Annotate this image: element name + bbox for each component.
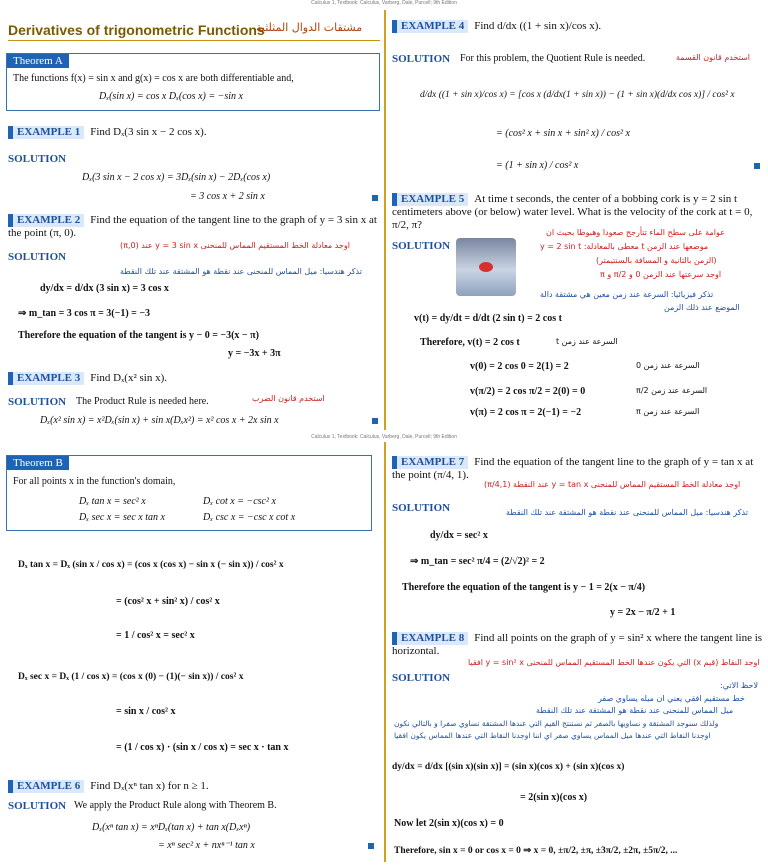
example-2-arabic-2: تذكر هندسيا: ميل المماس للمنحنى عند نقطة هو المشتقة عند تلك النقطة (120, 267, 362, 276)
example-8-tag: EXAMPLE 8 (392, 632, 468, 645)
example-3-note: The Product Rule is needed here. (76, 396, 209, 407)
example-2-heading (8, 214, 380, 240)
tan-derivation-line-3: = 1 / cos² x = sec² x (116, 630, 195, 641)
example-8-arabic-1: اوجد النقاط (قيم x) التي يكون عندها الخط المستقيم المماس للمنحنى y = sin² x افقيا (468, 658, 760, 667)
example-4-line-3: = (1 + sin x) / cos² x (496, 160, 579, 171)
page-title-arabic: مشتقات الدوال المثلثية (256, 21, 363, 34)
theorem-a-text: The functions f(x) = sin x and g(x) = cos x are both differentiable and, (13, 73, 294, 84)
example-5-arabic-3: (الزمن بالثانية و المسافة بالسنتيمتر) (596, 256, 717, 265)
example-2-line-4: y = −3x + 3π (228, 348, 281, 359)
example-7-line-3: Therefore the equation of the tangent is y − 1 = 2(x − π/4) (402, 582, 646, 593)
example-5-arabic-4: اوجد سرعتها عند الزمن 0 و π/2 و π (600, 270, 722, 279)
example-6-line-1: Dₓ(xⁿ tan x) = xⁿDₓ(tan x) + tan x(Dₓxⁿ) (92, 822, 251, 833)
example-7-prompt: Find the equation of the tangent line to the graph of y = tan x at the point (π/4, 1). (392, 456, 754, 481)
theorem-b-box (6, 455, 372, 531)
example-3-heading (8, 372, 167, 385)
tan-derivation-line-1: Dₓ tan x = Dₓ (sin x / cos x) = (cos x (cos x) − sin x (− sin x)) / cos² x (18, 560, 284, 570)
example-2-arabic-1: اوجد معادلة الخط المستقيم المماس للمنحنى y = 3 sin x عند (π,0) (120, 241, 350, 250)
example-6-prompt: Find Dₓ(xⁿ tan x) for n ≥ 1. (90, 780, 209, 792)
example-1-line-1: Dₓ(3 sin x − 2 cos x) = 3Dₓ(sin x) − 2Dₓ(cos x) (82, 172, 271, 183)
end-of-example-marker (372, 418, 378, 424)
example-1-heading (8, 126, 207, 139)
example-2-line-3: Therefore the equation of the tangent is y − 0 = −3(x − π) (18, 330, 259, 341)
example-3-solution-label: SOLUTION (8, 396, 67, 408)
example-4-heading (392, 20, 601, 33)
example-7-line-2: ⇒ m_tan = sec² π/4 = (2/√2)² = 2 (410, 556, 545, 567)
example-5-arabic-5: تذكر فيزيائيا: السرعة عند زمن معين هي مشتقة دالة (540, 290, 714, 299)
example-8-prompt: Find all points on the graph of y = sin² x where the tangent line is horizontal. (392, 632, 763, 657)
example-2-prompt: Find the equation of the tangent line to the graph of y = 3 sin x at the point (π, 0). (8, 214, 377, 239)
example-5-heading (392, 193, 764, 232)
example-3-arabic: استخدم قانون الضرب (252, 394, 325, 403)
example-6-heading (8, 780, 209, 793)
example-5-arabic-7: السرعة عند زمن t (556, 337, 618, 346)
example-8-arabic-5: ولذلك سنوجد المشتقة و نساويها بالصفر ثم نستنتج القيم التي عندها المشتقة تساوي صفرا و بالتالي نكون (394, 719, 719, 728)
example-5-arabic-1: عوامة على سطح الماء تتأرجح صعودا وهبوطا بحيث ان (546, 228, 725, 237)
example-4-line-2: = (cos² x + sin x + sin² x) / cos² x (496, 128, 630, 139)
theorem-a-box (6, 53, 380, 111)
theorem-b-tan: Dₓ tan x = sec² x (79, 496, 146, 507)
example-8-arabic-4: ميل المماس للمنحنى عند نقطة هو المشتقة عند تلك النقطة (536, 706, 734, 715)
example-5-arabic-6: الموضع عند ذلك الزمن (664, 303, 740, 312)
example-5-solution-label: SOLUTION (392, 240, 451, 252)
example-3-line-1: Dₓ(x² sin x) = x²Dₓ(sin x) + sin x(Dₓx²) = x² cos x + 2x sin x (40, 415, 279, 426)
example-4-arabic: استخدم قانون القسمة (676, 53, 750, 62)
theorem-b-label: Theorem B (7, 456, 69, 470)
bobbing-cork-image (456, 238, 516, 296)
end-of-example-marker (754, 163, 760, 169)
page-header-top: Calculus 1, Textbook: Calculus, Varberg, Dale, Purcell; 9th Edition (311, 0, 457, 6)
example-8-line-1: dy/dx = d/dx [(sin x)(sin x)] = (sin x)(cos x) + (sin x)(cos x) (392, 762, 625, 772)
example-5-tag: EXAMPLE 5 (392, 193, 468, 206)
sec-derivation-line-1: Dₓ sec x = Dₓ (1 / cos x) = (cos x (0) − (1)(− sin x)) / cos² x (18, 672, 244, 682)
example-8-arabic-2: لاحظ الاتي: (720, 681, 759, 690)
example-5-line-3: v(0) = 2 cos 0 = 2(1) = 2 (470, 361, 569, 372)
example-6-solution-label: SOLUTION (8, 800, 67, 812)
example-5-line-4: v(π/2) = 2 cos π/2 = 2(0) = 0 (470, 386, 586, 397)
title-underline (8, 40, 380, 41)
example-6-tag: EXAMPLE 6 (8, 780, 84, 793)
example-2-solution-label: SOLUTION (8, 251, 67, 263)
sec-derivation-line-3: = (1 / cos x) · (sin x / cos x) = sec x · tan x (116, 742, 289, 753)
column-divider-top (384, 10, 386, 430)
page-title: Derivatives of trigonometric Functions (8, 22, 265, 38)
example-5-arabic-2: موضعها عند الزمن t معطى بالمعادلة: y = 2 sin t (540, 242, 709, 251)
example-2-line-2: ⇒ m_tan = 3 cos π = 3(−1) = −3 (18, 308, 151, 319)
example-8-arabic-3: خط مستقيم افقي يعني ان ميله يساوي صفر (598, 694, 745, 703)
example-7-line-4: y = 2x − π/2 + 1 (610, 607, 676, 618)
example-5-arabic-10: السرعة عند زمن π (636, 407, 700, 416)
example-4-note: For this problem, the Quotient Rule is needed. (460, 53, 646, 64)
example-7-solution-label: SOLUTION (392, 502, 451, 514)
example-2-line-1: dy/dx = d/dx (3 sin x) = 3 cos x (40, 283, 169, 294)
example-7-heading (392, 456, 764, 482)
example-1-solution-label: SOLUTION (8, 153, 67, 165)
example-8-heading (392, 632, 764, 658)
column-divider-bottom (384, 442, 386, 862)
theorem-a-formula: Dₓ(sin x) = cos x Dₓ(cos x) = −sin x (99, 91, 243, 102)
example-5-prompt: At time t seconds, the center of a bobbing cork is y = 2 sin t centimeters above (or below) water level. What is the velocity of the cork at t = 0, π/2, π? (392, 193, 753, 231)
page-header-mid: Calculus 1, Textbook: Calculus, Varberg, Dale, Purcell; 9th Edition (311, 434, 457, 440)
example-3-tag: EXAMPLE 3 (8, 372, 84, 385)
example-8-line-2: = 2(sin x)(cos x) (520, 792, 588, 803)
sec-derivation-line-2: = sin x / cos² x (116, 706, 176, 717)
example-6-line-2: = xⁿ sec² x + nxⁿ⁻¹ tan x (158, 840, 255, 851)
theorem-b-cot: Dₓ cot x = −csc² x (203, 496, 276, 507)
example-1-prompt: Find Dₓ(3 sin x − 2 cos x). (90, 126, 207, 138)
example-1-line-2: = 3 cos x + 2 sin x (190, 191, 265, 202)
example-4-line-1: d/dx ((1 + sin x)/cos x) = [cos x (d/dx(1 + sin x)) − (1 + sin x)(d/dx cos x)] / cos² x (420, 90, 735, 100)
example-2-tag: EXAMPLE 2 (8, 214, 84, 227)
example-1-tag: EXAMPLE 1 (8, 126, 84, 139)
example-8-line-4: Therefore, sin x = 0 or cos x = 0 ⇒ x = 0, ±π/2, ±π, ±3π/2, ±2π, ±5π/2, ... (394, 846, 678, 856)
example-7-tag: EXAMPLE 7 (392, 456, 468, 469)
example-7-line-1: dy/dx = sec² x (430, 530, 488, 541)
end-of-example-marker (368, 843, 374, 849)
example-5-line-1: v(t) = dy/dt = d/dt (2 sin t) = 2 cos t (414, 313, 562, 324)
example-5-arabic-8: السرعة عند زمن 0 (636, 361, 700, 370)
theorem-b-text: For all points x in the function's domain, (13, 476, 176, 487)
example-4-tag: EXAMPLE 4 (392, 20, 468, 33)
example-7-arabic-2: تذكر هندسيا: ميل المماس للمنحنى عند نقطة هو المشتقة عند تلك النقطة (506, 508, 748, 517)
example-8-line-3: Now let 2(sin x)(cos x) = 0 (394, 818, 504, 829)
example-3-prompt: Find Dₓ(x² sin x). (90, 372, 168, 384)
theorem-b-sec: Dₓ sec x = sec x tan x (79, 512, 165, 523)
example-4-prompt: Find d/dx ((1 + sin x)/cos x). (474, 20, 602, 32)
example-5-line-5: v(π) = 2 cos π = 2(−1) = −2 (470, 407, 582, 418)
theorem-a-label: Theorem A (7, 54, 69, 68)
example-7-arabic-1: اوجد معادلة الخط المستقيم المماس للمنحنى y = tan x عند النقطة (π/4,1) (484, 480, 741, 489)
example-5-arabic-9: السرعة عند زمن π/2 (636, 386, 708, 395)
end-of-example-marker (372, 195, 378, 201)
example-6-note: We apply the Product Rule along with Theorem B. (74, 800, 277, 811)
example-4-solution-label: SOLUTION (392, 53, 451, 65)
example-8-solution-label: SOLUTION (392, 672, 451, 684)
theorem-b-csc: Dₓ csc x = −csc x cot x (203, 512, 296, 523)
tan-derivation-line-2: = (cos² x + sin² x) / cos² x (116, 596, 220, 607)
example-8-arabic-6: اوجدنا النقاط التي عندها ميل المماس يساوي صفر اي اننا اوجدنا النقاط التي عندها المماس يكون افقيا (394, 731, 711, 740)
example-5-line-2: Therefore, v(t) = 2 cos t (420, 337, 520, 348)
